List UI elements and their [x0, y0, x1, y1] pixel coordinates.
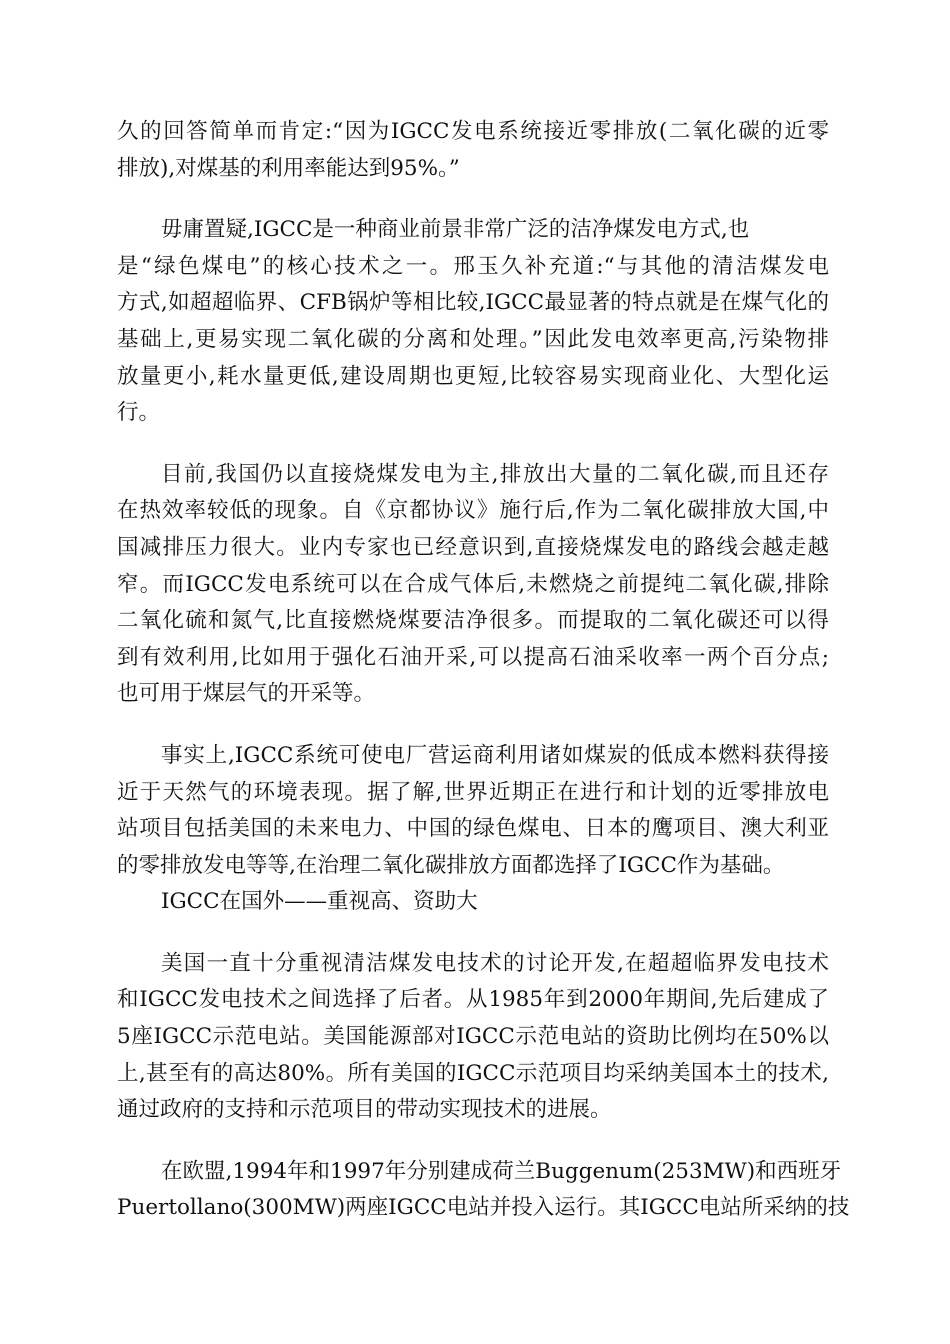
text-line: 的零排放发电等等,在治理二氧化碳排放方面都选择了IGCC作为基础。 — [117, 852, 785, 878]
paragraph-1 — [117, 114, 829, 187]
paragraph-4 — [117, 738, 829, 884]
text-line: 和IGCC发电技术之间选择了后者。从1985年到2000年期间,先后建成了 — [117, 987, 829, 1013]
text-line: 在欧盟,1994年和1997年分别建成荷兰Buggenum(253MW)和西班牙 — [161, 1158, 842, 1184]
paragraph-5 — [117, 946, 829, 1129]
text-line: 站项目包括美国的未来电力、中国的绿色煤电、日本的鹰项目、澳大利亚 — [117, 816, 829, 842]
text-line: 事实上,IGCC系统可使电厂营运商利用诸如煤炭的低成本燃料获得接 — [161, 742, 829, 768]
text-line: 国减排压力很大。业内专家也已经意识到,直接烧煤发电的路线会越走越 — [117, 534, 829, 560]
document-page — [117, 114, 850, 1227]
text-line: 在热效率较低的现象。自《京都协议》施行后,作为二氧化碳排放大国,中 — [117, 498, 829, 524]
text-line: 通过政府的支持和示范项目的带动实现技术的进展。 — [117, 1097, 612, 1123]
text-line: 是“绿色煤电”的核心技术之一。邢玉久补充道:“与其他的清洁煤发电 — [117, 253, 829, 279]
text-line: 美国一直十分重视清洁煤发电技术的讨论开发,在超超临界发电技术 — [161, 950, 829, 976]
text-line: 久的回答简单而肯定:“因为IGCC发电系统接近零排放(二氧化碳的近零 — [117, 119, 829, 144]
paragraph-3 — [117, 457, 829, 713]
text-line: 基础上,更易实现二氧化碳的分离和处理。”因此发电效率更高,污染物排 — [117, 326, 829, 352]
paragraph-2 — [117, 212, 829, 432]
text-line: 放量更小,耗水量更低,建设周期也更短,比较容易实现商业化、大型化运 — [117, 363, 829, 389]
section-heading: IGCC在国外——重视高、资助大 — [161, 889, 478, 915]
text-line: 上,甚至有的高达80%。所有美国的IGCC示范项目均采纳美国本土的技术, — [117, 1060, 829, 1086]
text-line: 近于天然气的环境表现。据了解,世界近期正在进行和计划的近零排放电 — [117, 779, 829, 805]
text-line: 到有效利用,比如用于强化石油开采,可以提高石油采收率一两个百分点; — [117, 644, 829, 670]
text-line: 也可用于煤层气的开采等。 — [117, 681, 376, 707]
text-line: 二氧化硫和氮气,比直接燃烧煤要洁净很多。而提取的二氧化碳还可以得 — [117, 608, 829, 634]
text-line: 毋庸置疑,IGCC是一种商业前景非常广泛的洁净煤发电方式,也 — [161, 217, 750, 243]
text-line: 方式,如超超临界、CFB锅炉等相比较,IGCC最显著的特点就是在煤气化的 — [117, 290, 829, 316]
text-line: 目前,我国仍以直接烧煤发电为主,排放出大量的二氧化碳,而且还存 — [161, 461, 829, 487]
text-line: 行。 — [117, 400, 161, 426]
text-line: 排放),对煤基的利用率能达到95%。” — [117, 155, 460, 181]
text-line: 窄。而IGCC发电系统可以在合成气体后,未燃烧之前提纯二氧化碳,排除 — [117, 571, 829, 597]
text-line: Puertollano(300MW)两座IGCC电站并投入运行。其IGCC电站所采纳的技 — [117, 1195, 850, 1221]
text-line: 5座IGCC示范电站。美国能源部对IGCC示范电站的资助比例均在50%以 — [117, 1024, 829, 1050]
paragraph-6 — [117, 1154, 850, 1227]
